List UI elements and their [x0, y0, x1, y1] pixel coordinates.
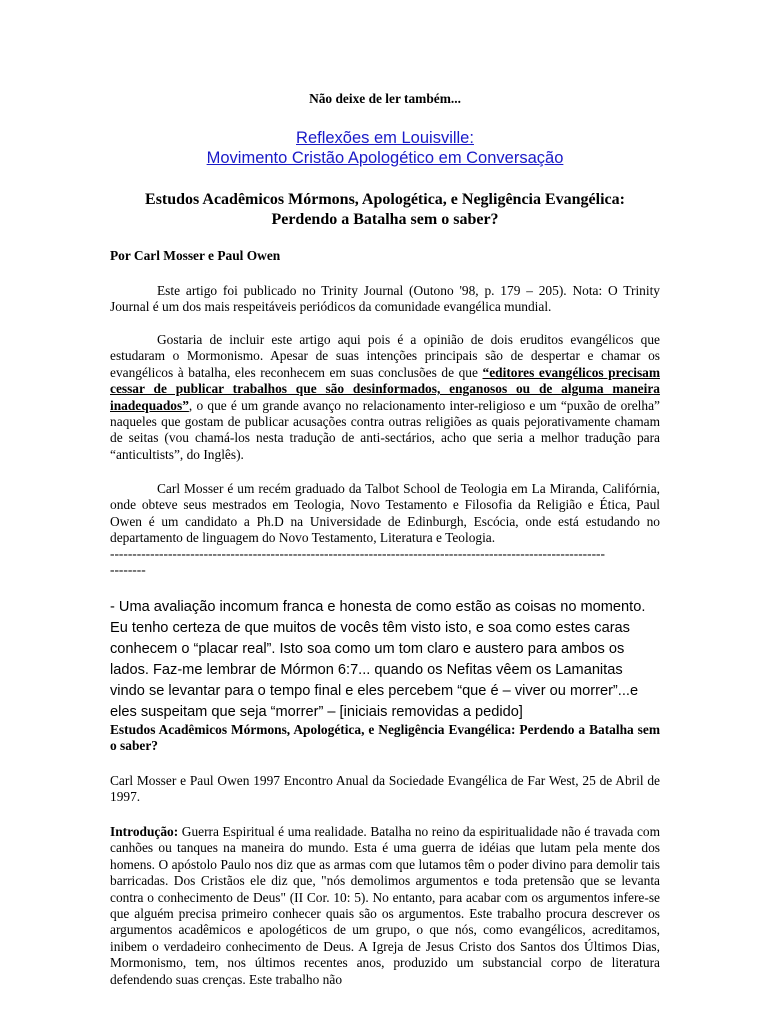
paragraph-author-bios: Carl Mosser é um recém graduado da Talbot School de Teologia em La Miranda, Califórnia, onde obteve seus mestrados em Teologia, Novo Testamento e Filosofia da Religião e Ética, Paul Owen é um candidato a Ph.D na Universidade de Edinburgh, Escócia, onde está estudando no departamento de linguagem do Novo Testamento, Literatura e Teologia.: [110, 481, 660, 546]
paragraph-translator-note-text-a: Gostaria de incluir este artigo aqui pois é a opinião de dois eruditos evangélicos que estudaram o Mormonismo. Apesar de suas intenções principais são de despertar e chamar os evangélicos à batalha, eles reconhecem em suas conclusões de que: [110, 332, 660, 380]
paragraph-translator-note-text-b: , o que é um grande avanço no relacionamento inter-religioso e um “puxão de orelha” naqueles que gostam de publicar acusações contra outras religiões as quais pejorativamente chamam de seitas (vou chamá-los nesta tradução de anti-sectários, acho que seria a melhor tradução para “anticultists”, do Inglês).: [110, 397, 660, 462]
paragraph-translator-note-quote: “editores evangélicos precisam cessar de publicar trabalhos que são desinformados, enganosos ou de alguma maneira inadequados”: [110, 364, 660, 413]
event-meta: Carl Mosser e Paul Owen 1997 Encontro Anual da Sociedade Evangélica de Far West, 25 de Abril de 1997.: [110, 773, 660, 805]
introduction-paragraph: [110, 824, 660, 988]
article-title-line1: Estudos Acadêmicos Mórmons, Apologética, e Negligência Evangélica:: [145, 191, 625, 208]
section-heading: Estudos Acadêmicos Mórmons, Apologética, e Negligência Evangélica: Perdendo a Batalha sem o saber?: [110, 722, 660, 754]
related-article-link-line1[interactable]: Reflexões em Louisville:: [296, 129, 474, 147]
separator-rule-line2: --------: [110, 562, 146, 578]
see-also-heading: Não deixe de ler também...: [309, 91, 461, 106]
related-article-link-block: [110, 128, 660, 168]
byline: Por Carl Mosser e Paul Owen: [110, 248, 281, 263]
separator-rule: [110, 546, 660, 579]
article-title-line2: Perdendo a Batalha sem o saber?: [271, 211, 499, 228]
paragraph-translator-note: [110, 332, 660, 463]
introduction-label: Introdução:: [110, 824, 179, 839]
article-title: [110, 190, 660, 230]
introduction-text: Guerra Espiritual é uma realidade. Batalha no reino da espiritualidade não é travada com canhões ou tanques na maneira do mundo. Esta é uma guerra de idéias que lutam pela mente dos homens. O apóstolo Paulo nos diz que as armas com que lutamos têm o poder divino para demolir tais barricadas. Dos Cristãos ele diz que, "nós demolimos argumentos e toda pretensão que se levanta contra o conhecimento de Deus" (II Cor. 10: 5). No entanto, para acabar com os argumentos infere-se que alguém precisa primeiro conhecer quais são os argumentos. Este trabalho procura descrever os argumentos acadêmicos e apologéticos de um grupo, o que nós, como evangélicos, acreditamos, inibem o verdadeiro conhecimento de Deus. A Igreja de Jesus Cristo dos Santos dos Últimos Dias, Mormonismo, tem, nos últimos recentes anos, produzido um substancial corpo de literatura defendendo suas crenças. Este trabalho não: [110, 824, 660, 987]
related-article-link-line2[interactable]: Movimento Cristão Apologético em Conversação: [206, 149, 564, 167]
separator-rule-line1: ---------------------------------------------------------------------------------------------------------------: [110, 546, 605, 561]
quoted-comment: - Uma avaliação incomum franca e honesta de como estão as coisas no momento. Eu tenho certeza de que muitos de vocês têm visto isto, e soa como estes caras conhecem o “placar real”. Isto soa como um tom claro e austero para ambos os lados. Faz-me lembrar de Mórmon 6:7... quando os Nefitas vêem os Lamanitas vindo se levantar para o tempo final e eles percebem “que é – viver ou morrer”...e eles suspeitam que seja “morrer” – [iniciais removidas a pedido]: [110, 599, 646, 720]
paragraph-publication-note: Este artigo foi publicado no Trinity Journal (Outono '98, p. 179 – 205). Nota: O Trinity Journal é um dos mais respeitáveis periódicos da comunidade evangélica mundial.: [110, 283, 660, 315]
